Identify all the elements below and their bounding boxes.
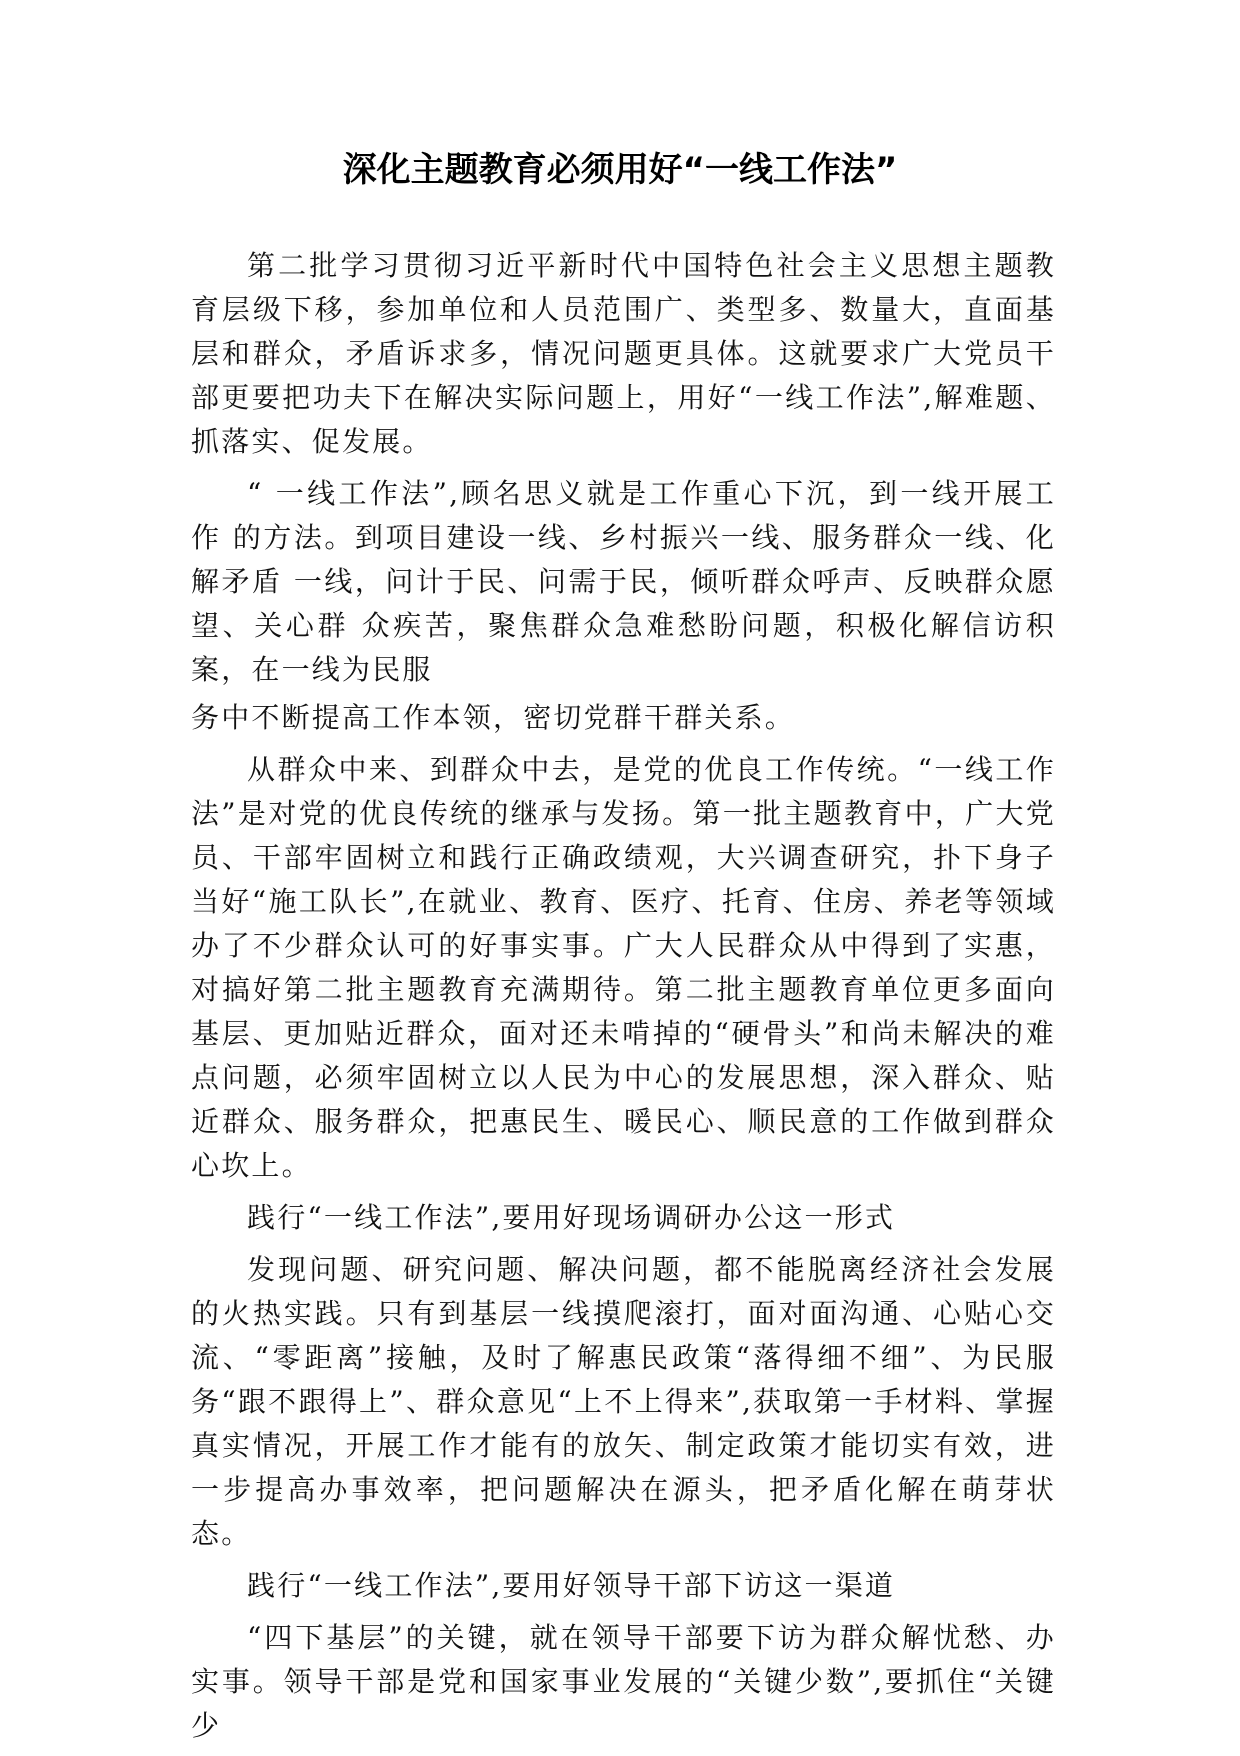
paragraph-3: 从群众中来、到群众中去，是党的优良工作传统。“一线工作法”是对党的优良传统的继承与发扬。第一批主题教育中，广大党员、干部牢固树立和践行正确政绩观，大兴调查研究，扑下身子当好“施工队长”,在就业、教育、医疗、托育、住房、养老等领域办了不少群众认可的好事实事。广大人民群众从中得到了实惠，对搞好第二批主题教育充满期待。第二批主题教育单位更多面向基层、更加贴近群众，面对还未啃掉的“硬骨头”和尚未解决的难点问题，必须牢固树立以人民为中心的发展思想，深入群众、贴近群众、服务群众，把惠民生、暖民心、顺民意的工作做到群众心坎上。 (191, 753, 1056, 1182)
paragraph-5: “四下基层”的关键，就在领导干部要下访为群众解忧愁、办实事。领导干部是党和国家事业发展的“关键少数”,要抓住“关键少 (191, 1621, 1056, 1742)
document-body (191, 244, 1056, 1756)
document-title: 深化主题教育必须用好“一线工作法” (342, 150, 898, 190)
section-heading-2: 践行“一线工作法”,要用好领导干部下访这一渠道 (247, 1569, 896, 1602)
section-heading-1: 践行“一线工作法”,要用好现场调研办公这一形式 (247, 1201, 896, 1234)
paragraph-2-continuation: 务中不断提高工作本领，密切党群干群关系。 (191, 701, 796, 734)
paragraph-2: “ 一线工作法”,顾名思义就是工作重心下沉，到一线开展工作 的方法。到项目建设一线、乡村振兴一线、服务群众一线、化解矛盾 一线，问计于民、问需于民，倾听群众呼声、反映群众愿望、关心群 众疾苦，聚焦群众急难愁盼问题，积极化解信访积案，在一线为民服 (191, 477, 1056, 686)
paragraph-4: 发现问题、研究问题、解决问题，都不能脱离经济社会发展的火热实践。只有到基层一线摸爬滚打，面对面沟通、心贴心交流、“零距离”接触，及时了解惠民政策“落得细不细”、为民服务“跟不跟得上”、群众意见“上不上得来”,获取第一手材料、掌握真实情况，开展工作才能有的放矢、制定政策才能切实有效，进一步提高办事效率，把问题解决在源头，把矛盾化解在萌芽状态。 (191, 1253, 1056, 1550)
paragraph-1: 第二批学习贯彻习近平新时代中国特色社会主义思想主题教育层级下移，参加单位和人员范围广、类型多、数量大，直面基层和群众，矛盾诉求多，情况问题更具体。这就要求广大党员干部更要把功夫下在解决实际问题上，用好“一线工作法”,解难题、抓落实、促发展。 (191, 249, 1056, 458)
